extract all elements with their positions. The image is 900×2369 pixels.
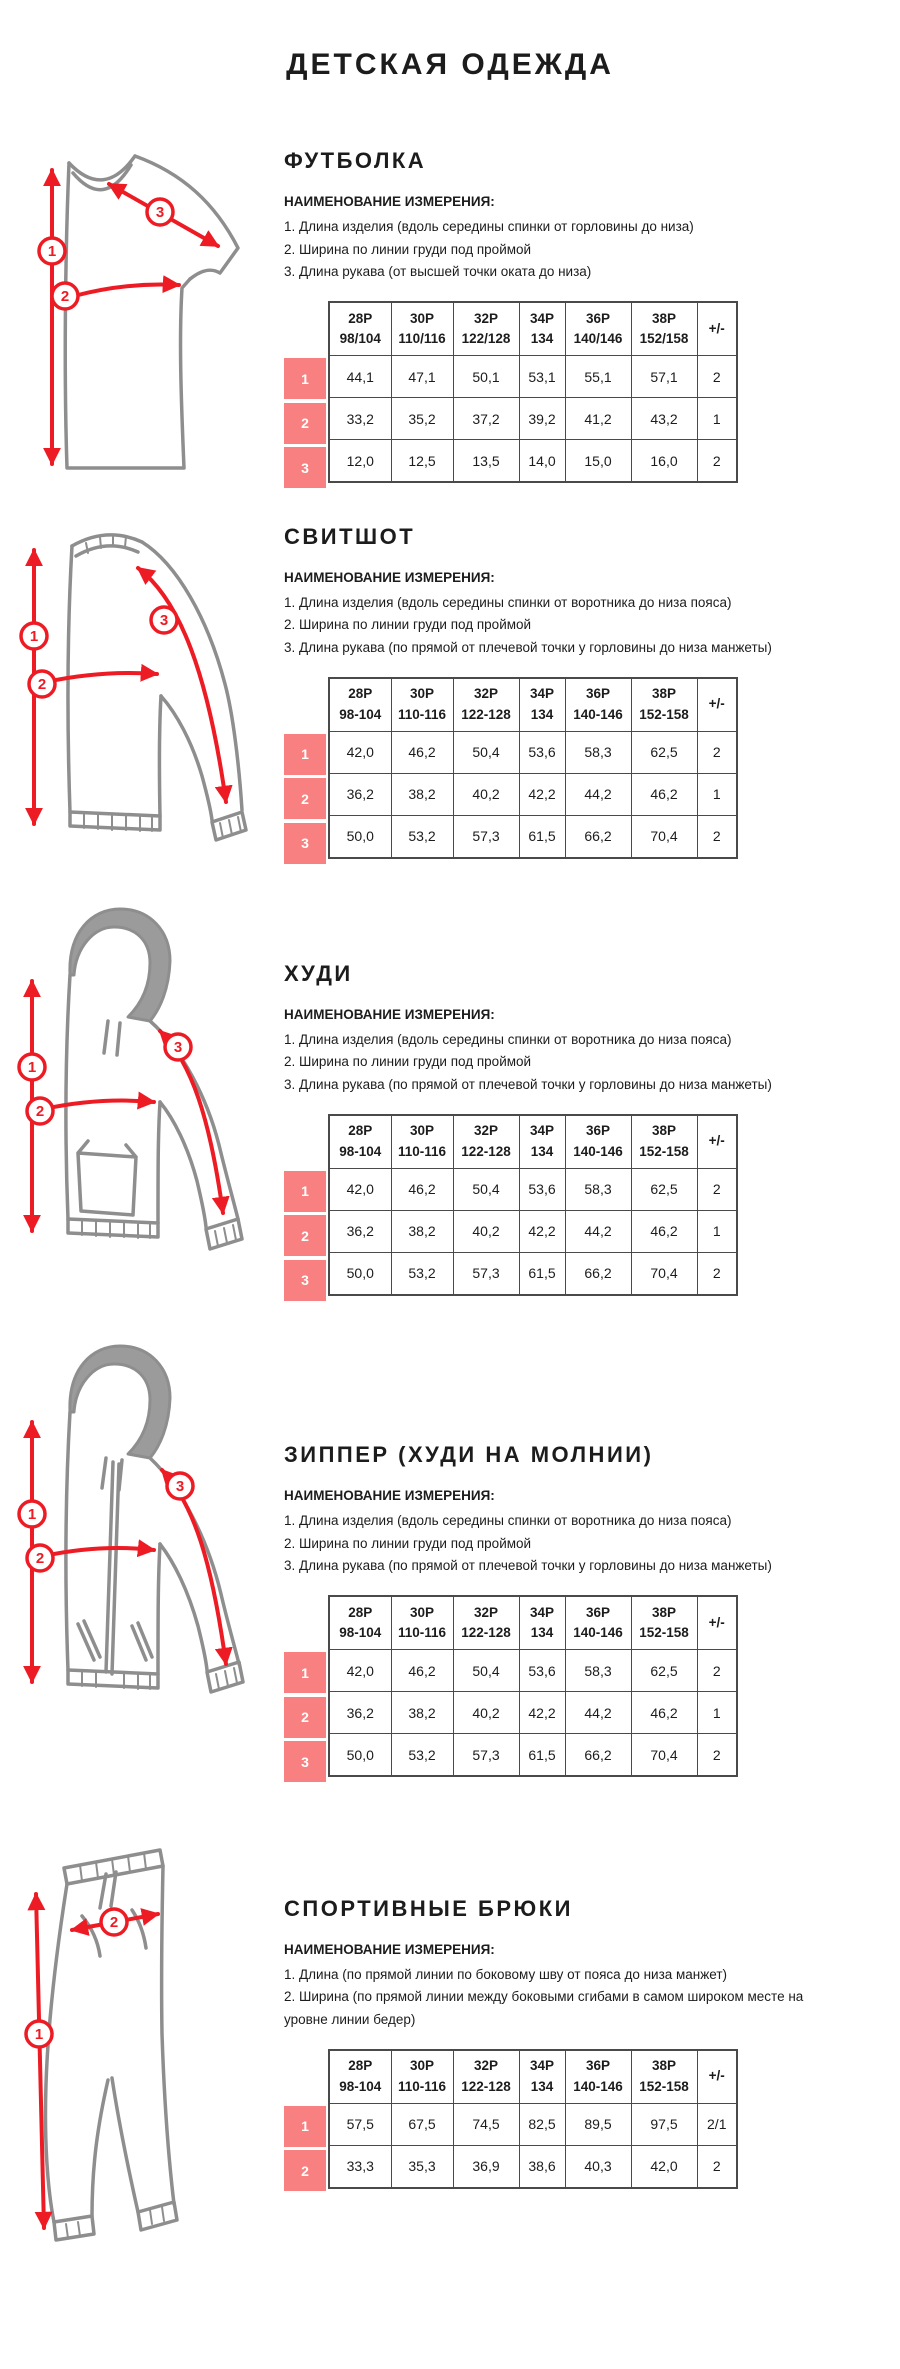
measure-badge-2 bbox=[101, 1909, 127, 1935]
measurement-value-cell: 38,6 bbox=[519, 2145, 565, 2188]
zip-hoodie-illustration-container bbox=[6, 1334, 284, 1749]
section-hoodie bbox=[0, 897, 900, 1305]
measurement-value-cell: 89,5 bbox=[565, 2103, 631, 2145]
size-table-wrap bbox=[284, 301, 882, 492]
row-number-badge: 3 bbox=[284, 823, 326, 864]
size-header-cell: 34Р 134 bbox=[519, 1115, 565, 1169]
measurement-row bbox=[329, 773, 737, 815]
measurement-value-cell: 62,5 bbox=[631, 1168, 697, 1210]
size-header-row bbox=[329, 302, 737, 356]
hoodie-illustration bbox=[12, 897, 262, 1292]
measurements-heading: НАИМЕНОВАНИЕ ИЗМЕРЕНИЯ: bbox=[284, 1006, 495, 1022]
row-number-badge: 1 bbox=[284, 1171, 326, 1212]
measurement-row bbox=[329, 2145, 737, 2188]
size-header-cell: 38Р 152-158 bbox=[631, 2050, 697, 2104]
svg-text:2: 2 bbox=[35, 1550, 45, 1568]
size-header-cell: 28Р 98-104 bbox=[329, 1115, 391, 1169]
measurement-value-cell: 50,4 bbox=[453, 731, 519, 773]
svg-text:3: 3 bbox=[159, 611, 169, 629]
size-table bbox=[328, 677, 738, 859]
row-number-badge: 2 bbox=[284, 1215, 326, 1256]
measurement-value-cell: 2 bbox=[697, 731, 737, 773]
measurement-row bbox=[329, 398, 737, 440]
size-header-cell: 32Р 122-128 bbox=[453, 1115, 519, 1169]
measurement-value-cell: 70,4 bbox=[631, 1252, 697, 1295]
measurement-item: 2. Ширина по линии груди под проймой bbox=[284, 241, 532, 257]
measurement-value-cell: 58,3 bbox=[565, 1650, 631, 1692]
sport-pants-illustration-container bbox=[6, 1824, 284, 2259]
size-table bbox=[328, 2049, 738, 2189]
section-content bbox=[284, 897, 900, 1305]
measurement-value-cell: 2 bbox=[697, 815, 737, 858]
svg-text:1: 1 bbox=[34, 2025, 44, 2043]
measurement-value-cell: 57,3 bbox=[453, 1734, 519, 1777]
measurement-value-cell: 70,4 bbox=[631, 815, 697, 858]
measurement-item: 1. Длина изделия (вдоль середины спинки от воротника до низа пояса) bbox=[284, 594, 732, 610]
size-header-cell: 28Р 98-104 bbox=[329, 2050, 391, 2104]
measurements-heading: НАИМЕНОВАНИЕ ИЗМЕРЕНИЯ: bbox=[284, 194, 495, 209]
size-table-wrap bbox=[284, 1595, 882, 1786]
measurement-row bbox=[329, 1210, 737, 1252]
row-number-badge: 2 bbox=[284, 403, 326, 444]
measurement-value-cell: 1 bbox=[697, 398, 737, 440]
size-table-wrap bbox=[284, 677, 882, 868]
measure-badge-2 bbox=[27, 1545, 53, 1571]
measurement-value-cell: 2 bbox=[697, 1168, 737, 1210]
hood-shape bbox=[70, 1346, 170, 1458]
measurement-value-cell: 57,3 bbox=[453, 1252, 519, 1295]
measurement-value-cell: 41,2 bbox=[565, 398, 631, 440]
size-header-cell: 32Р 122-128 bbox=[453, 2050, 519, 2104]
measurement-value-cell: 53,6 bbox=[519, 1650, 565, 1692]
measurement-value-cell: 38,2 bbox=[391, 1210, 453, 1252]
size-header-row bbox=[329, 678, 737, 732]
measurement-value-cell: 50,4 bbox=[453, 1168, 519, 1210]
section-title: ЗИППЕР (ХУДИ НА МОЛНИИ) bbox=[284, 1442, 654, 1468]
measurement-value-cell: 14,0 bbox=[519, 440, 565, 483]
measure-badge-1 bbox=[19, 1054, 45, 1080]
measurement-value-cell: 2 bbox=[697, 1650, 737, 1692]
measurement-value-cell: 61,5 bbox=[519, 1252, 565, 1295]
measurement-value-cell: 12,5 bbox=[391, 440, 453, 483]
size-table bbox=[328, 1114, 738, 1296]
measurement-value-cell: 50,0 bbox=[329, 1734, 391, 1777]
size-header-cell: 28Р 98-104 bbox=[329, 1596, 391, 1650]
tolerance-header-cell: +/- bbox=[697, 302, 737, 356]
measurement-value-cell: 70,4 bbox=[631, 1734, 697, 1777]
size-header-cell: 28Р 98/104 bbox=[329, 302, 391, 356]
measure-badge-2 bbox=[29, 671, 55, 697]
row-number-badge: 3 bbox=[284, 1741, 326, 1782]
measurement-value-cell: 44,2 bbox=[565, 773, 631, 815]
measurement-value-cell: 2 bbox=[697, 440, 737, 483]
measurement-value-cell: 1 bbox=[697, 773, 737, 815]
measurement-row bbox=[329, 1252, 737, 1295]
measure-arrows bbox=[32, 981, 223, 1231]
measurement-value-cell: 46,2 bbox=[631, 773, 697, 815]
measurement-value-cell: 67,5 bbox=[391, 2103, 453, 2145]
size-header-cell: 32Р 122-128 bbox=[453, 1596, 519, 1650]
measurement-row bbox=[329, 815, 737, 858]
size-header-cell: 30Р 110/116 bbox=[391, 302, 453, 356]
measurement-value-cell: 2 bbox=[697, 2145, 737, 2188]
measurements-heading: НАИМЕНОВАНИЕ ИЗМЕРЕНИЯ: bbox=[284, 1941, 495, 1957]
section-tshirt bbox=[0, 148, 900, 492]
measurement-value-cell: 57,1 bbox=[631, 356, 697, 398]
measurement-value-cell: 50,0 bbox=[329, 815, 391, 858]
measure-badge-1 bbox=[26, 2021, 52, 2047]
measurement-row bbox=[329, 1692, 737, 1734]
rib-hatching bbox=[84, 535, 241, 838]
measurement-row bbox=[329, 1650, 737, 1692]
measurement-value-cell: 44,2 bbox=[565, 1210, 631, 1252]
size-table bbox=[328, 1595, 738, 1777]
size-header-cell: 30Р 110-116 bbox=[391, 678, 453, 732]
zip-hoodie-illustration bbox=[12, 1334, 262, 1744]
size-header-row bbox=[329, 1115, 737, 1169]
size-header-cell: 38Р 152-158 bbox=[631, 1115, 697, 1169]
measurement-row bbox=[329, 440, 737, 483]
measurement-value-cell: 53,6 bbox=[519, 731, 565, 773]
row-label-column bbox=[284, 677, 326, 868]
measurement-item: 2. Ширина (по прямой линии между боковыми сгибами в самом широком месте на уровне линии бедер) bbox=[284, 1989, 804, 2027]
size-header-cell: 36Р 140-146 bbox=[565, 1596, 631, 1650]
measurement-value-cell: 58,3 bbox=[565, 731, 631, 773]
tshirt-illustration bbox=[12, 148, 262, 478]
measurement-value-cell: 53,2 bbox=[391, 815, 453, 858]
svg-text:1: 1 bbox=[27, 1058, 37, 1076]
measurements-heading: НАИМЕНОВАНИЕ ИЗМЕРЕНИЯ: bbox=[284, 569, 495, 585]
measurement-value-cell: 53,2 bbox=[391, 1252, 453, 1295]
size-table-wrap bbox=[284, 2049, 882, 2195]
measurement-value-cell: 42,0 bbox=[631, 2145, 697, 2188]
measurement-value-cell: 40,2 bbox=[453, 1692, 519, 1734]
measure-badge-1 bbox=[21, 623, 47, 649]
measurement-value-cell: 36,9 bbox=[453, 2145, 519, 2188]
measurement-item: 2. Ширина по линии груди под проймой bbox=[284, 1054, 532, 1070]
section-content bbox=[284, 524, 900, 868]
measurement-value-cell: 46,2 bbox=[631, 1210, 697, 1252]
tolerance-header-cell: +/- bbox=[697, 1115, 737, 1169]
svg-text:2: 2 bbox=[37, 675, 47, 693]
measurement-value-cell: 53,6 bbox=[519, 1168, 565, 1210]
measure-arrows bbox=[52, 170, 218, 464]
measurement-value-cell: 2 bbox=[697, 356, 737, 398]
measurement-value-cell: 53,1 bbox=[519, 356, 565, 398]
measurement-value-cell: 57,3 bbox=[453, 815, 519, 858]
size-header-cell: 38Р 152-158 bbox=[631, 678, 697, 732]
measurement-item: 3. Длина рукава (по прямой от плечевой точки у горловины до низа манжеты) bbox=[284, 1076, 772, 1092]
size-table-wrap bbox=[284, 1114, 882, 1305]
measurement-value-cell: 61,5 bbox=[519, 815, 565, 858]
measurement-value-cell: 50,4 bbox=[453, 1650, 519, 1692]
size-header-cell: 34Р 134 bbox=[519, 1596, 565, 1650]
section-sport-pants bbox=[0, 1824, 900, 2259]
measurement-value-cell: 44,2 bbox=[565, 1692, 631, 1734]
measurement-item: 1. Длина изделия (вдоль середины спинки от воротника до низа пояса) bbox=[284, 1031, 732, 1047]
measurement-item: 1. Длина изделия (вдоль середины спинки от воротника до низа пояса) bbox=[284, 1513, 732, 1529]
svg-text:1: 1 bbox=[27, 1506, 37, 1524]
tolerance-header-cell: +/- bbox=[697, 1596, 737, 1650]
row-number-badge: 1 bbox=[284, 1652, 326, 1693]
sweatshirt-outline bbox=[68, 534, 246, 839]
measurement-value-cell: 57,5 bbox=[329, 2103, 391, 2145]
measurement-value-cell: 40,3 bbox=[565, 2145, 631, 2188]
measurement-value-cell: 38,2 bbox=[391, 773, 453, 815]
measurements-list bbox=[284, 216, 849, 284]
measurement-item: 2. Ширина по линии груди под проймой bbox=[284, 1535, 532, 1551]
measurement-value-cell: 40,2 bbox=[453, 1210, 519, 1252]
size-header-cell: 32Р 122-128 bbox=[453, 678, 519, 732]
tolerance-header-cell: +/- bbox=[697, 678, 737, 732]
measurement-value-cell: 44,1 bbox=[329, 356, 391, 398]
measurement-value-cell: 42,0 bbox=[329, 1650, 391, 1692]
measurement-item: 1. Длина (по прямой линии по боковому шву от пояса до низа манжет) bbox=[284, 1966, 728, 1982]
hoodie-illustration-container bbox=[6, 897, 284, 1297]
size-header-cell: 36Р 140-146 bbox=[565, 2050, 631, 2104]
measurement-value-cell: 46,2 bbox=[391, 731, 453, 773]
measurements-list bbox=[284, 592, 849, 660]
measure-badge-3 bbox=[167, 1473, 193, 1499]
section-title: СВИТШОТ bbox=[284, 523, 416, 549]
measurement-value-cell: 2 bbox=[697, 1252, 737, 1295]
section-content bbox=[284, 148, 900, 492]
measurement-value-cell: 47,1 bbox=[391, 356, 453, 398]
measure-badge-2 bbox=[52, 283, 78, 309]
row-label-column bbox=[284, 1595, 326, 1786]
measurement-value-cell: 74,5 bbox=[453, 2103, 519, 2145]
size-header-cell: 28Р 98-104 bbox=[329, 678, 391, 732]
measurement-value-cell: 46,2 bbox=[391, 1168, 453, 1210]
size-header-cell: 36Р 140-146 bbox=[565, 678, 631, 732]
measurement-value-cell: 55,1 bbox=[565, 356, 631, 398]
measurement-value-cell: 36,2 bbox=[329, 773, 391, 815]
sweatshirt-illustration-container bbox=[6, 524, 284, 869]
measurement-value-cell: 58,3 bbox=[565, 1168, 631, 1210]
svg-text:2: 2 bbox=[60, 288, 70, 305]
measurement-value-cell: 42,0 bbox=[329, 1168, 391, 1210]
measurement-value-cell: 1 bbox=[697, 1210, 737, 1252]
size-header-cell: 30Р 110-116 bbox=[391, 2050, 453, 2104]
section-title: ХУДИ bbox=[284, 960, 353, 986]
measurement-row bbox=[329, 356, 737, 398]
size-header-cell: 38Р 152/158 bbox=[631, 302, 697, 356]
size-header-cell: 30Р 110-116 bbox=[391, 1115, 453, 1169]
measurement-value-cell: 37,2 bbox=[453, 398, 519, 440]
row-number-badge: 2 bbox=[284, 778, 326, 819]
svg-text:1: 1 bbox=[29, 627, 39, 645]
measurement-item: 3. Длина рукава (по прямой от плечевой точки у горловины до низа манжеты) bbox=[284, 639, 772, 655]
row-number-badge: 3 bbox=[284, 447, 326, 488]
measurement-value-cell: 35,3 bbox=[391, 2145, 453, 2188]
hood-shape bbox=[70, 909, 170, 1021]
measurement-value-cell: 66,2 bbox=[565, 1252, 631, 1295]
measurement-value-cell: 46,2 bbox=[631, 1692, 697, 1734]
measurement-value-cell: 2/1 bbox=[697, 2103, 737, 2145]
svg-text:2: 2 bbox=[109, 1913, 119, 1931]
measurement-row bbox=[329, 1168, 737, 1210]
size-header-cell: 32Р 122/128 bbox=[453, 302, 519, 356]
measurement-value-cell: 12,0 bbox=[329, 440, 391, 483]
measurement-value-cell: 62,5 bbox=[631, 1650, 697, 1692]
measurement-value-cell: 13,5 bbox=[453, 440, 519, 483]
svg-text:3: 3 bbox=[173, 1038, 183, 1056]
size-header-cell: 36Р 140-146 bbox=[565, 1115, 631, 1169]
measurement-value-cell: 53,2 bbox=[391, 1734, 453, 1777]
measurement-value-cell: 38,2 bbox=[391, 1692, 453, 1734]
svg-text:3: 3 bbox=[155, 204, 165, 221]
measurement-value-cell: 42,2 bbox=[519, 1692, 565, 1734]
measurement-value-cell: 15,0 bbox=[565, 440, 631, 483]
measurement-value-cell: 1 bbox=[697, 1692, 737, 1734]
section-content bbox=[284, 1334, 900, 1786]
measurements-list bbox=[284, 1510, 849, 1578]
section-content bbox=[284, 1824, 900, 2195]
measurement-value-cell: 50,0 bbox=[329, 1252, 391, 1295]
measurement-value-cell: 40,2 bbox=[453, 773, 519, 815]
row-number-badge: 2 bbox=[284, 1697, 326, 1738]
page-title: ДЕТСКАЯ ОДЕЖДА bbox=[286, 48, 614, 81]
measurement-value-cell: 46,2 bbox=[391, 1650, 453, 1692]
row-number-badge: 1 bbox=[284, 358, 326, 399]
measurement-value-cell: 42,2 bbox=[519, 773, 565, 815]
measure-badge-1 bbox=[19, 1501, 45, 1527]
row-number-badge: 2 bbox=[284, 2150, 326, 2191]
size-header-cell: 36Р 140/146 bbox=[565, 302, 631, 356]
measurement-item: 1. Длина изделия (вдоль середины спинки от горловины до низа) bbox=[284, 219, 694, 234]
row-label-column bbox=[284, 301, 326, 492]
measurement-value-cell: 39,2 bbox=[519, 398, 565, 440]
size-header-row bbox=[329, 1596, 737, 1650]
measurements-list bbox=[284, 1964, 849, 2032]
measurement-value-cell: 62,5 bbox=[631, 731, 697, 773]
row-number-badge: 3 bbox=[284, 1260, 326, 1301]
sport-pants-illustration bbox=[12, 1824, 262, 2254]
section-title: ФУТБОЛКА bbox=[284, 148, 427, 173]
measurement-value-cell: 66,2 bbox=[565, 1734, 631, 1777]
size-header-row bbox=[329, 2050, 737, 2104]
measure-badge-3 bbox=[151, 607, 177, 633]
measure-arrows bbox=[34, 550, 226, 824]
measurement-value-cell: 61,5 bbox=[519, 1734, 565, 1777]
section-sweatshirt bbox=[0, 524, 900, 869]
measurement-value-cell: 50,1 bbox=[453, 356, 519, 398]
measurement-value-cell: 36,2 bbox=[329, 1692, 391, 1734]
svg-text:1: 1 bbox=[47, 243, 57, 260]
sweatshirt-illustration bbox=[12, 524, 262, 864]
measure-badge-1 bbox=[39, 238, 65, 264]
svg-text:3: 3 bbox=[175, 1478, 185, 1496]
measurement-value-cell: 33,2 bbox=[329, 398, 391, 440]
measurement-value-cell: 42,0 bbox=[329, 731, 391, 773]
row-label-column bbox=[284, 1114, 326, 1305]
size-header-cell: 34Р 134 bbox=[519, 2050, 565, 2104]
size-header-cell: 30Р 110-116 bbox=[391, 1596, 453, 1650]
measurement-value-cell: 82,5 bbox=[519, 2103, 565, 2145]
measurement-row bbox=[329, 731, 737, 773]
measurement-item: 2. Ширина по линии груди под проймой bbox=[284, 617, 532, 633]
measurement-value-cell: 35,2 bbox=[391, 398, 453, 440]
size-table bbox=[328, 301, 738, 483]
measurements-heading: НАИМЕНОВАНИЕ ИЗМЕРЕНИЯ: bbox=[284, 1488, 495, 1504]
measure-badge-3 bbox=[165, 1034, 191, 1060]
measurement-value-cell: 42,2 bbox=[519, 1210, 565, 1252]
measurement-value-cell: 33,3 bbox=[329, 2145, 391, 2188]
measurement-row bbox=[329, 2103, 737, 2145]
measurement-value-cell: 66,2 bbox=[565, 815, 631, 858]
section-zip-hoodie bbox=[0, 1334, 900, 1786]
size-header-cell: 38Р 152-158 bbox=[631, 1596, 697, 1650]
measurement-value-cell: 36,2 bbox=[329, 1210, 391, 1252]
measurement-item: 3. Длина рукава (от высшей точки оката до низа) bbox=[284, 264, 592, 280]
measurement-item: 3. Длина рукава (по прямой от плечевой точки у горловины до низа манжеты) bbox=[284, 1558, 772, 1574]
measurement-value-cell: 97,5 bbox=[631, 2103, 697, 2145]
row-label-column bbox=[284, 2049, 326, 2195]
svg-text:2: 2 bbox=[35, 1102, 45, 1120]
section-title: СПОРТИВНЫЕ БРЮКИ bbox=[284, 1895, 573, 1921]
measurement-value-cell: 2 bbox=[697, 1734, 737, 1777]
measure-badge-3 bbox=[147, 199, 173, 225]
tolerance-header-cell: +/- bbox=[697, 2050, 737, 2104]
row-number-badge: 1 bbox=[284, 734, 326, 775]
measurement-row bbox=[329, 1734, 737, 1777]
measurement-value-cell: 16,0 bbox=[631, 440, 697, 483]
tshirt-illustration-container bbox=[6, 148, 284, 483]
size-header-cell: 34Р 134 bbox=[519, 302, 565, 356]
measurement-value-cell: 43,2 bbox=[631, 398, 697, 440]
measure-badge-2 bbox=[27, 1098, 53, 1124]
measurements-list bbox=[284, 1029, 849, 1097]
row-number-badge: 1 bbox=[284, 2106, 326, 2147]
size-header-cell: 34Р 134 bbox=[519, 678, 565, 732]
measure-arrows bbox=[32, 1422, 226, 1682]
